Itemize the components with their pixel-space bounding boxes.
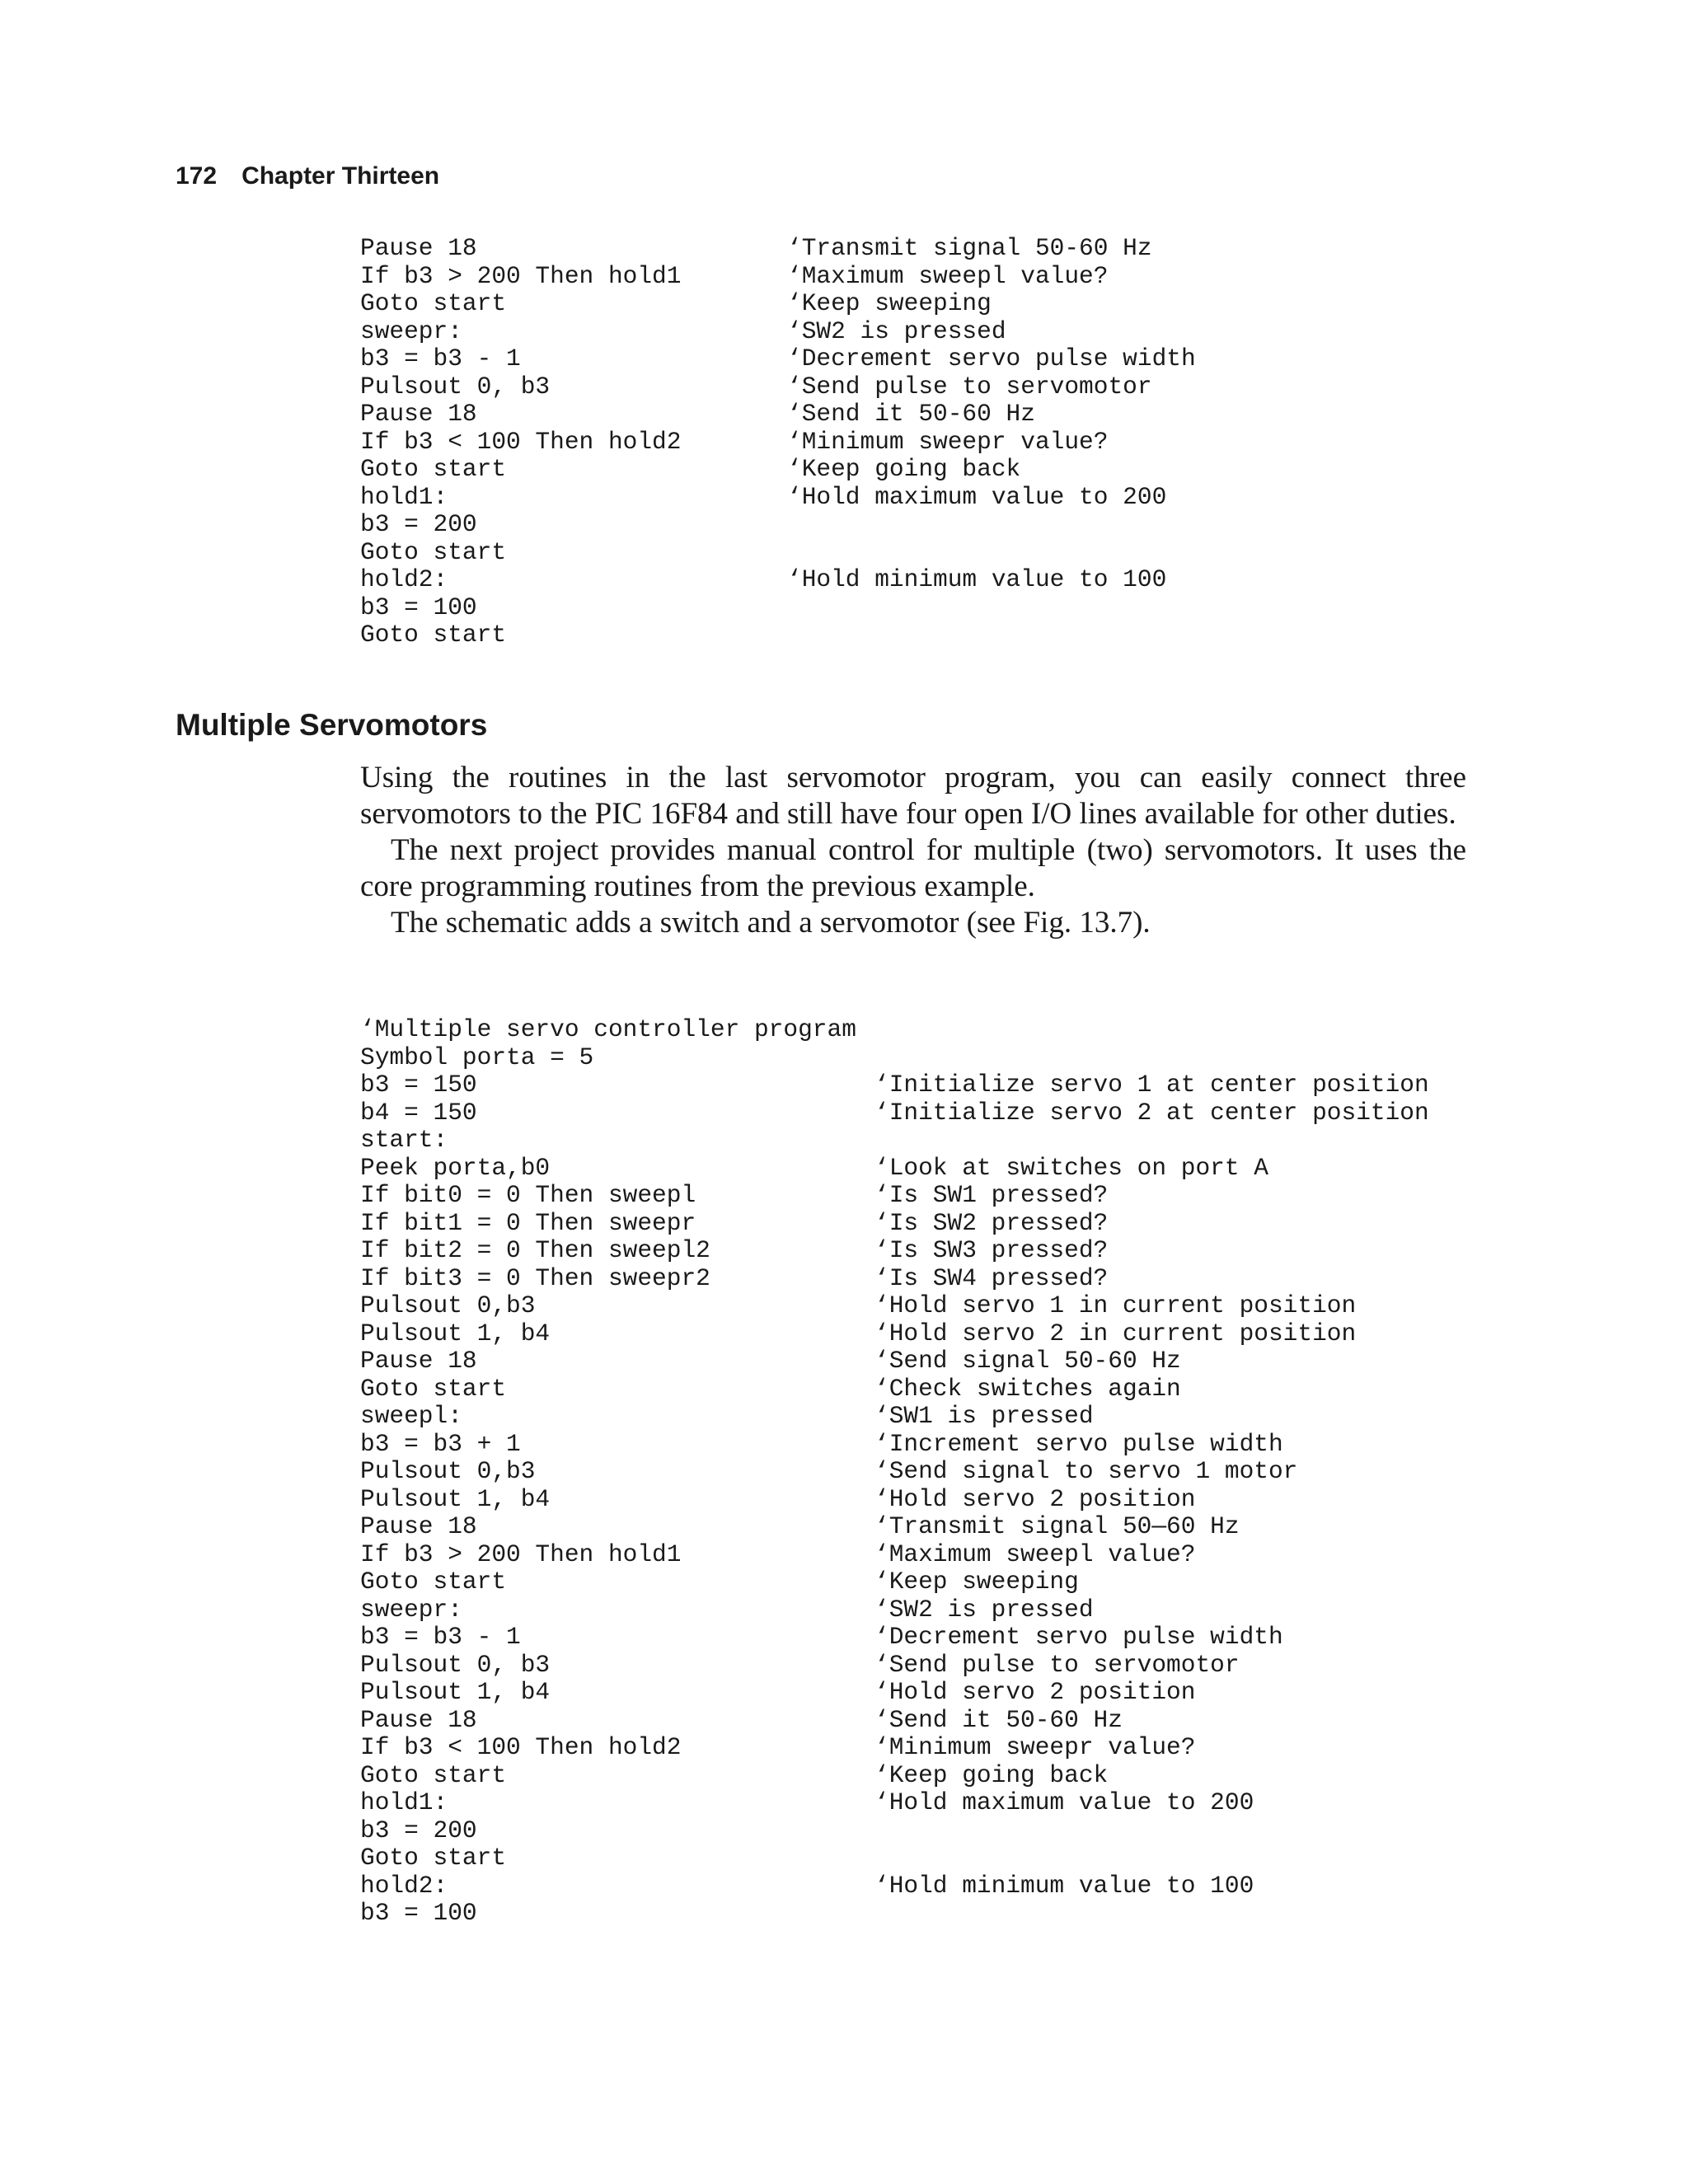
code-statement: b4 = 150	[360, 1098, 477, 1127]
code-statement: If b3 < 100 Then hold2	[360, 427, 682, 456]
code-statement: b3 = 100	[360, 1899, 477, 1927]
code-comment: ‘Look at switches on port A	[874, 1153, 1268, 1182]
code-statement: hold2:	[360, 1871, 448, 1900]
page-number: 172	[176, 162, 218, 190]
code-comment: ‘Decrement servo pulse width	[874, 1623, 1283, 1651]
code-statement: hold1:	[360, 482, 448, 511]
code-comment: ‘Hold servo 2 in current position	[874, 1319, 1357, 1347]
code-statement: Goto start	[360, 289, 507, 317]
code-statement: sweepr:	[360, 316, 462, 345]
code-statement: ‘Multiple servo controller program	[360, 1015, 856, 1043]
code-comment: ‘Increment servo pulse width	[874, 1429, 1283, 1458]
code-statement: Pause 18	[360, 234, 477, 262]
code-comment: ‘Send it 50-60 Hz	[874, 1705, 1123, 1734]
code-statement: hold1:	[360, 1788, 448, 1816]
code-statement: If bit0 = 0 Then sweepl	[360, 1181, 696, 1209]
chapter-title: Chapter Thirteen	[241, 162, 440, 190]
code-comment: ‘Maximum sweepl value?	[787, 261, 1109, 290]
code-statement: Pulsout 1, b4	[360, 1319, 551, 1347]
code-statement: start:	[360, 1126, 448, 1154]
body-text	[360, 760, 1466, 941]
code-statement: Pulsout 0,b3	[360, 1457, 536, 1485]
code-comment: ‘Check switches again	[874, 1374, 1181, 1403]
code-comment: ‘Hold maximum value to 200	[874, 1788, 1254, 1816]
code-statement: If b3 < 100 Then hold2	[360, 1733, 682, 1761]
code-statement: b3 = b3 - 1	[360, 344, 521, 373]
code-comment: ‘Keep sweeping	[787, 289, 992, 317]
code-statement: Goto start	[360, 537, 507, 566]
code-statement: If bit3 = 0 Then sweepr2	[360, 1263, 710, 1292]
code-statement: b3 = 200	[360, 1816, 477, 1844]
code-statement: If b3 > 200 Then hold1	[360, 261, 682, 290]
code-statement: If bit1 = 0 Then sweepr	[360, 1208, 696, 1237]
code-comment: ‘SW1 is pressed	[874, 1402, 1094, 1430]
code-statement: Pulsout 0,b3	[360, 1291, 536, 1319]
code-comment: ‘Keep going back	[874, 1760, 1109, 1789]
code-comment: ‘Send pulse to servomotor	[787, 372, 1152, 401]
code-statement: Goto start	[360, 455, 507, 483]
code-comment: ‘Hold servo 1 in current position	[874, 1291, 1357, 1319]
code-statement: Pulsout 0, b3	[360, 372, 551, 401]
code-comment: ‘Send signal 50-60 Hz	[874, 1347, 1181, 1375]
running-header	[176, 162, 439, 191]
code-statement: hold2:	[360, 565, 448, 593]
code-statement: Peek porta,b0	[360, 1153, 551, 1182]
code-statement: Pulsout 1, b4	[360, 1484, 551, 1513]
code-comment: ‘Keep sweeping	[874, 1568, 1079, 1596]
code-statement: Pulsout 1, b4	[360, 1678, 551, 1706]
code-statement: Goto start	[360, 621, 507, 649]
code-comment: ‘Decrement servo pulse width	[787, 344, 1196, 373]
code-statement: Pause 18	[360, 1347, 477, 1375]
code-statement: b3 = b3 + 1	[360, 1429, 521, 1458]
code-statement: Goto start	[360, 1374, 507, 1403]
code-statement: Pause 18	[360, 1512, 477, 1540]
code-comment: ‘Hold minimum value to 100	[874, 1871, 1254, 1900]
section-heading: Multiple Servomotors	[176, 708, 488, 742]
code-statement: Goto start	[360, 1760, 507, 1789]
code-comment: ‘Transmit signal 50—60 Hz	[874, 1512, 1240, 1540]
code-statement: If bit2 = 0 Then sweepl2	[360, 1236, 710, 1264]
code-comment: ‘Send pulse to servomotor	[874, 1650, 1240, 1679]
code-comment: ‘Minimum sweepr value?	[787, 427, 1109, 456]
code-comment: ‘Send it 50-60 Hz	[787, 400, 1035, 428]
code-statement: If b3 > 200 Then hold1	[360, 1540, 682, 1568]
code-comment: ‘SW2 is pressed	[787, 316, 1006, 345]
code-statement: Goto start	[360, 1568, 507, 1596]
code-comment: ‘Hold servo 2 position	[874, 1484, 1196, 1513]
code-comment: ‘Is SW1 pressed?	[874, 1181, 1109, 1209]
code-statement: Symbol porta = 5	[360, 1043, 594, 1071]
code-statement: sweepr:	[360, 1595, 462, 1624]
code-comment: ‘Is SW2 pressed?	[874, 1208, 1109, 1237]
code-statement: Goto start	[360, 1844, 507, 1872]
paragraph: The schematic adds a switch and a servomotor (see Fig. 13.7).	[391, 906, 1151, 940]
code-comment: ‘SW2 is pressed	[874, 1595, 1094, 1624]
code-comment: ‘Initialize servo 2 at center position	[874, 1098, 1429, 1127]
code-comment: ‘Initialize servo 1 at center position	[874, 1071, 1429, 1099]
code-comment: ‘Minimum sweepr value?	[874, 1733, 1196, 1761]
code-statement: sweepl:	[360, 1402, 462, 1430]
code-statement: b3 = b3 - 1	[360, 1623, 521, 1651]
code-comment: ‘Hold servo 2 position	[874, 1678, 1196, 1706]
paragraph: Using the routines in the last servomotor program, you can easily connect three servomotors to the PIC 16F84 and still have four open I/O lines available for other duties.	[360, 761, 1466, 831]
code-statement: b3 = 150	[360, 1071, 477, 1099]
code-comment: ‘Transmit signal 50-60 Hz	[787, 234, 1152, 262]
code-statement: Pause 18	[360, 400, 477, 428]
code-comment: ‘Send signal to servo 1 motor	[874, 1457, 1298, 1485]
paragraph: The next project provides manual control for multiple (two) servomotors. It uses the core programming routines from the previous example.	[360, 833, 1466, 903]
code-comment: ‘Is SW3 pressed?	[874, 1236, 1109, 1264]
code-comment: ‘Hold maximum value to 200	[787, 482, 1167, 511]
code-comment: ‘Is SW4 pressed?	[874, 1263, 1109, 1292]
code-comment: ‘Hold minimum value to 100	[787, 565, 1167, 593]
code-statement: b3 = 200	[360, 510, 477, 538]
code-statement: b3 = 100	[360, 593, 477, 621]
code-statement: Pulsout 0, b3	[360, 1650, 551, 1679]
code-comment: ‘Maximum sweepl value?	[874, 1540, 1196, 1568]
code-comment: ‘Keep going back	[787, 455, 1021, 483]
code-statement: Pause 18	[360, 1705, 477, 1734]
